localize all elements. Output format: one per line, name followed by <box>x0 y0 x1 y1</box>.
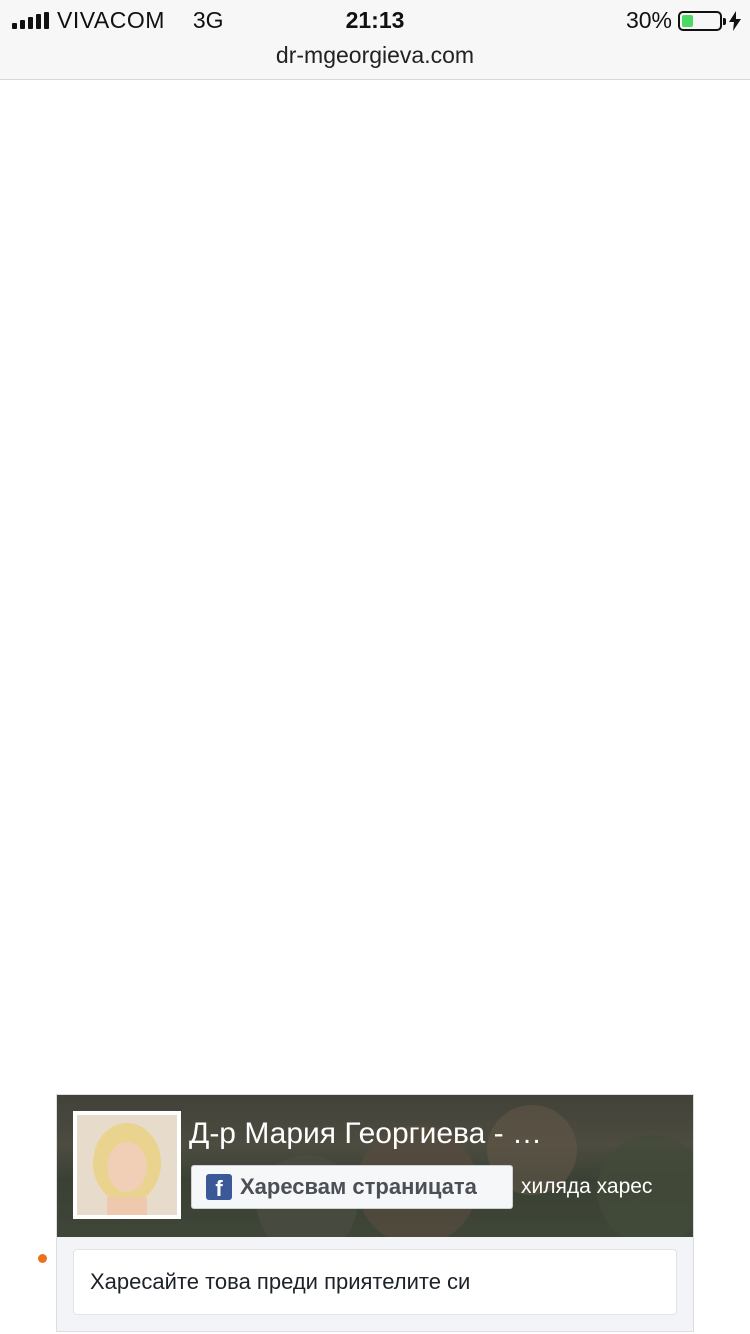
carrier-name: VIVACOM <box>57 7 165 33</box>
friends-like-prompt <box>73 1249 677 1315</box>
network-type: 3G <box>192 7 224 33</box>
article-paragraph: Субклиничния хипотиреоидизъм е състояние, при което са налице повишени стойности на ТСХ при нормални стойности на Т3 и Т4. Обикновено той протича безсимптомно. Най-честите причини за субклиничен хипотиреоидизъм по време на <box>16 875 719 1051</box>
facebook-logo-icon: f <box>206 1174 232 1200</box>
like-page-button[interactable] <box>191 1165 513 1209</box>
charging-icon <box>728 11 742 31</box>
url-text[interactable]: dr-mgeorgieva.com <box>275 42 475 68</box>
page-avatar[interactable] <box>73 1111 181 1219</box>
battery-percent: 30% <box>625 7 672 33</box>
article-paragraph: налице по-леко и частично обратимо увреждане на мозъка на плода. <box>16 101 721 166</box>
cover-photo <box>57 1095 693 1237</box>
tsh-trimester-list <box>16 706 738 853</box>
list-item: 4 - 6-ти месец 0.2–3.0 mIU/l <box>16 761 738 798</box>
battery-icon <box>678 11 722 31</box>
list-bullet <box>38 1254 47 1263</box>
list-item: 0 до 3-ти месец 0.1 до 2.5 mIU/l <box>16 706 738 743</box>
status-bar <box>0 0 750 40</box>
address-bar[interactable] <box>0 40 750 80</box>
article-body <box>16 60 738 1074</box>
like-count: хиляда харес <box>521 1175 653 1198</box>
friends-like-text: Харесайте това преди приятелите си <box>90 1269 471 1294</box>
page-name[interactable]: Д-р Мария Георгиева - … <box>189 1117 542 1150</box>
article-paragraph: През бременността има триместър специфични референтни стойности на ТСХ, които са различни от нормалните нива на ТСХ извън бременност (0.4-4.0 mIU/l). Нормалните стойности на ТСХ през различните триместри са: <box>16 507 717 683</box>
clock: 21:13 <box>345 7 405 33</box>
list-item: 7 - 9-ти месец 0.3-3.5 mIU/l. <box>16 816 738 853</box>
like-button-label: Харесвам страницата <box>240 1174 477 1199</box>
facebook-page-widget <box>56 1094 694 1332</box>
article-paragraph: Хипотиреоидизмът по време на бременността е с честота 1-3/1000 бременни. Причините са автоимунен тиреоидит на Хашимото, ендемичен йоден дефицит, аблативна радиойод терапия, тиреоидектомия / отстранена щитовидна жлеза/и други. Симптомите са сходни със симптомите на бременността и се изразяват в запек, непоносимост към студ (зиморничавост), нарушения в съня, мускулни крампи, косопад, промяна в гласа. <box>16 193 738 480</box>
